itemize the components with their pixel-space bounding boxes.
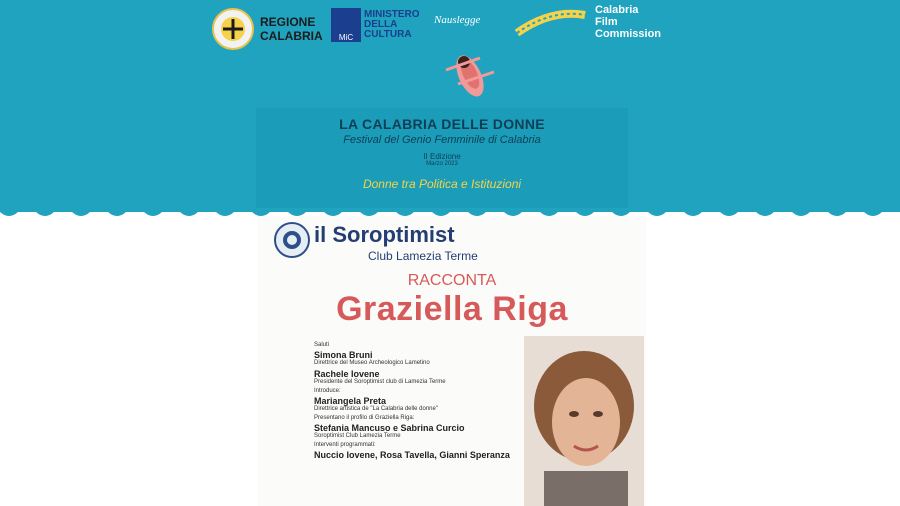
ministero-label: MINISTERO DELLA CULTURA	[364, 9, 420, 40]
program-label: Interventi programmati:	[314, 442, 376, 448]
calabria-film-commission-logo	[513, 4, 661, 40]
festival-theme: Donne tra Politica e Istituzioni	[362, 177, 522, 191]
event-poster	[258, 216, 646, 506]
speaker-name: Mariangela Preta	[314, 396, 387, 406]
cfc-line-1: Calabria	[595, 4, 639, 16]
cfc-line-2: Film	[595, 16, 618, 28]
racconta-heading: RACCONTA	[407, 272, 497, 289]
speaker-role: Soroptimist Club Lamezia Terme	[314, 433, 401, 439]
nauslegge-label: Nauslegge	[434, 14, 481, 26]
festival-banner	[256, 108, 628, 208]
rowboat-icon	[440, 44, 500, 104]
speaker-role: Presidente del Soroptimist club di Lamezia Terme	[314, 379, 446, 385]
soroptimist-emblem-icon	[274, 222, 310, 258]
speaker-name: Stefania Mancuso e Sabrina Curcio	[314, 423, 465, 433]
program-label: Saluti	[314, 342, 330, 348]
speaker-name: Rachele Iovene	[314, 369, 380, 379]
regione-emblem-icon	[212, 8, 254, 50]
festival-edition: II Edizione	[423, 152, 461, 161]
festival-subtitle: Festival del Genio Femminile di Calabria	[343, 134, 541, 146]
cfc-label	[595, 4, 661, 40]
program-label: Introduce:	[314, 388, 341, 394]
nauslegge-logo	[434, 14, 480, 26]
club-name: Club Lamezia Terme	[368, 249, 478, 263]
speaker-name: Simona Bruni	[314, 350, 373, 360]
program-list	[314, 340, 554, 460]
film-strip-icon	[513, 5, 589, 39]
cfc-line-3: Commission	[595, 28, 662, 40]
speaker-role: Direttrice artistica de "La Calabria delle donne"	[314, 406, 438, 412]
ministero-logo	[331, 8, 420, 42]
festival-title: LA CALABRIA DELLE DONNE	[339, 116, 545, 132]
program-label: Presentano il profilo di Graziella Riga:	[314, 415, 415, 421]
featured-name: Graziella Riga	[336, 290, 568, 328]
mic-badge: MiC	[331, 8, 361, 42]
regione-label: REGIONE CALABRIA	[260, 15, 323, 43]
regione-calabria-logo	[212, 8, 323, 50]
speaker-name: Nuccio Iovene, Rosa Tavella, Gianni Speranza	[314, 450, 510, 460]
organization-name: il Soroptimist	[314, 222, 455, 247]
portrait-photo	[524, 336, 644, 506]
speaker-role: Direttrice del Museo Archeologico Lametino	[314, 360, 430, 366]
festival-date: Marzo 2023	[426, 161, 458, 167]
